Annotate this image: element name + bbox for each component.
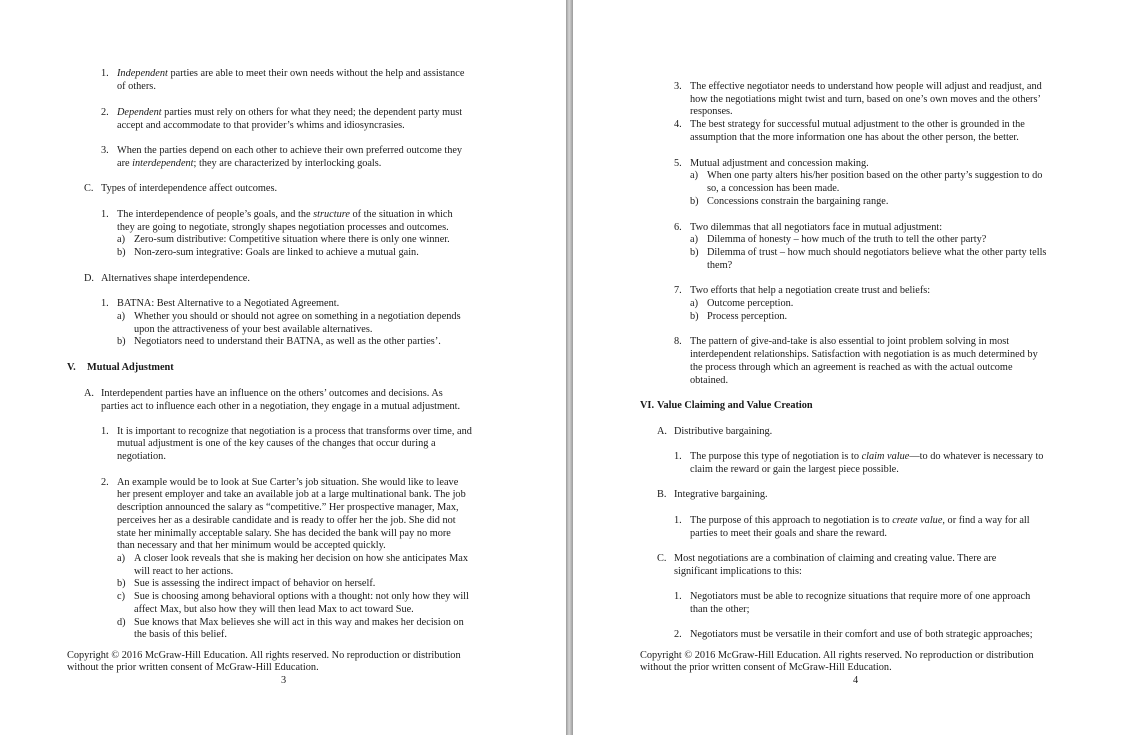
text-line: The purpose of this approach to negotiation is to create value, or find a way for all (690, 515, 1030, 526)
text-line: claim the reward or gain the largest piece possible. (690, 464, 899, 475)
list-marker: 3. (101, 145, 109, 156)
text-line: they are going to negotiate, strongly shapes negotiation processes and outcomes. (117, 222, 449, 233)
list-marker: a) (690, 234, 698, 245)
text-line: Negotiators must be versatile in their comfort and use of both strategic approaches; (690, 629, 1033, 640)
copyright-line: Copyright © 2016 McGraw-Hill Education. All rights reserved. No reproduction or distribution (640, 650, 1034, 661)
document-page-3 (0, 0, 566, 735)
list-marker: 1. (674, 451, 682, 462)
list-marker: a) (117, 553, 125, 564)
text-line: The purpose this type of negotiation is to claim value—to do whatever is necessary to (690, 451, 1044, 462)
list-marker: V. (67, 362, 76, 373)
list-marker: b) (690, 196, 699, 207)
copyright-line: without the prior written consent of McGraw-Hill Education. (67, 662, 319, 673)
list-marker: D. (84, 273, 95, 284)
list-marker: 4. (674, 119, 682, 130)
section-title: Value Claiming and Value Creation (657, 400, 813, 411)
list-marker: b) (690, 311, 699, 322)
section-heading: Distributive bargaining. (674, 426, 773, 437)
text-line: Sue knows that Max believes she will act in this way and makes her decision on (134, 617, 464, 628)
text-line: BATNA: Best Alternative to a Negotiated Agreement. (117, 298, 340, 309)
text-line: assumption that the more information one has about the other person, the better. (690, 132, 1019, 143)
text-line: Most negotiations are a combination of claiming and creating value. There are (674, 553, 997, 564)
list-marker: 1. (101, 209, 109, 220)
text-line: the process through which an agreement is reached as with the actual outcome (690, 362, 1013, 373)
list-marker: b) (117, 247, 126, 258)
text-line: When one party alters his/her position based on the other party’s suggestion to do (707, 170, 1043, 181)
list-marker: A. (657, 426, 668, 437)
text-line: A closer look reveals that she is making her decision on how she anticipates Max (134, 553, 468, 564)
list-marker: a) (117, 311, 125, 322)
text-line: will react to her actions. (134, 566, 234, 577)
page-divider (566, 0, 573, 735)
text-line: Negotiators need to understand their BATNA, as well as the other parties’. (134, 336, 441, 347)
text-line: the basis of this belief. (134, 629, 227, 640)
list-marker: VI. (640, 400, 655, 411)
text-line: When the parties depend on each other to achieve their own preferred outcome they (117, 145, 463, 156)
list-marker: A. (84, 388, 95, 399)
text-line: Sue is assessing the indirect impact of behavior on herself. (134, 578, 376, 589)
text-line: than the other; (690, 604, 750, 615)
text-line: accept and accommodate to that provider’s whims and idiosyncrasies. (117, 120, 405, 131)
list-marker: 5. (674, 158, 682, 169)
list-marker: 1. (101, 68, 109, 79)
text-line: The effective negotiator needs to understand how people will adjust and readjust, and (690, 81, 1042, 92)
section-heading: Types of interdependence affect outcomes. (101, 183, 278, 194)
list-marker: d) (117, 617, 126, 628)
list-marker: 1. (101, 426, 109, 437)
list-marker: 1. (674, 591, 682, 602)
text-line: significant implications to this: (674, 566, 802, 577)
text-line: Outcome perception. (707, 298, 794, 309)
text-line: Dilemma of trust – how much should negotiators believe what the other party tells (707, 247, 1047, 258)
list-marker: 8. (674, 336, 682, 347)
copyright-line: without the prior written consent of McGraw-Hill Education. (640, 662, 892, 673)
text-line: Zero-sum distributive: Competitive situation where there is only one winner. (134, 234, 450, 245)
text-line: her present employer and take an available job at a large multinational bank. The job (117, 489, 466, 500)
text-line: parties act to influence each other in a negotiation, they engage in a mutual adjustment. (101, 401, 461, 412)
text-line: Sue is choosing among behavioral options with a thought: not only how they will (134, 591, 469, 602)
text-line: Non-zero-sum integrative: Goals are linked to achieve a mutual gain. (134, 247, 419, 258)
list-marker: 2. (101, 107, 109, 118)
text-line: Mutual adjustment and concession making. (690, 158, 869, 169)
text-line: Concessions constrain the bargaining range. (707, 196, 889, 207)
text-line: An example would be to look at Sue Carter’s job situation. She would like to leave (117, 477, 459, 488)
text-line: upon the attractiveness of your best available alternatives. (134, 324, 373, 335)
text-line: so, a concession has been made. (707, 183, 840, 194)
list-marker: 2. (101, 477, 109, 488)
text-line: parties to meet their goals and share the reward. (690, 528, 887, 539)
text-line: Two efforts that help a negotiation create trust and beliefs: (690, 285, 931, 296)
text-line: negotiation. (117, 451, 166, 462)
text-line: description announced the salary as “competitive.” Her prospective manager, Max, (117, 502, 459, 513)
text-line: Independent parties are able to meet their own needs without the help and assistance (117, 68, 465, 79)
section-heading: Alternatives shape interdependence. (101, 273, 250, 284)
text-line: than necessary and that her minimum would be accepted quickly. (117, 540, 386, 551)
text-line: interdependent relationships. Satisfaction with negotiation is as much determined by (690, 349, 1038, 360)
text-line: obtained. (690, 375, 729, 386)
text-line: The interdependence of people’s goals, and the structure of the situation in which (117, 209, 453, 220)
text-line: responses. (690, 106, 733, 117)
text-line: Negotiators must be able to recognize situations that require more of one approach (690, 591, 1031, 602)
list-marker: a) (117, 234, 125, 245)
text-line: Two dilemmas that all negotiators face in mutual adjustment: (690, 222, 943, 233)
text-line: are interdependent; they are characterized by interlocking goals. (117, 158, 382, 169)
text-line: them? (707, 260, 733, 271)
text-line: Whether you should or should not agree on something in a negotiation depends (134, 311, 461, 322)
list-marker: 1. (101, 298, 109, 309)
section-heading: Integrative bargaining. (674, 489, 768, 500)
text-line: The best strategy for successful mutual adjustment to the other is grounded in the (690, 119, 1025, 130)
text-line: how the negotiations might twist and turn, based on one’s own moves and the others’ (690, 94, 1041, 105)
text-line: state her minimally acceptable salary. She has decided the bank will pay no more (117, 528, 451, 539)
list-marker: B. (657, 489, 667, 500)
section-title: Mutual Adjustment (87, 362, 174, 373)
list-marker: 2. (674, 629, 682, 640)
list-marker: C. (657, 553, 667, 564)
list-marker: 3. (674, 81, 682, 92)
text-line: affect Max, but also how they will then lead Max to act toward Sue. (134, 604, 414, 615)
list-marker: a) (690, 170, 698, 181)
text-line: Process perception. (707, 311, 788, 322)
text-line: Dilemma of honesty – how much of the truth to tell the other party? (707, 234, 987, 245)
list-marker: 7. (674, 285, 682, 296)
list-marker: C. (84, 183, 94, 194)
text-line: The pattern of give-and-take is also essential to joint problem solving in most (690, 336, 1010, 347)
text-line: perceives her as a desirable candidate and is ready to offer her the job. She did not (117, 515, 456, 526)
text-line: It is important to recognize that negotiation is a process that transforms over time, and (117, 426, 472, 437)
list-marker: c) (117, 591, 125, 602)
list-marker: b) (117, 578, 126, 589)
list-marker: 1. (674, 515, 682, 526)
text-line: Dependent parties must rely on others for what they need; the dependent party must (117, 107, 463, 118)
page-number: 3 (281, 675, 287, 686)
text-line: mutual adjustment is one of the key causes of the changes that occur during a (117, 438, 436, 449)
list-marker: b) (117, 336, 126, 347)
page-number: 4 (853, 675, 859, 686)
list-marker: 6. (674, 222, 682, 233)
list-marker: a) (690, 298, 698, 309)
copyright-line: Copyright © 2016 McGraw-Hill Education. All rights reserved. No reproduction or distribution (67, 650, 461, 661)
text-line: Interdependent parties have an influence on the others’ outcomes and decisions. As (101, 388, 443, 399)
list-marker: b) (690, 247, 699, 258)
text-line: of others. (117, 81, 156, 92)
document-page-4 (573, 0, 1139, 735)
